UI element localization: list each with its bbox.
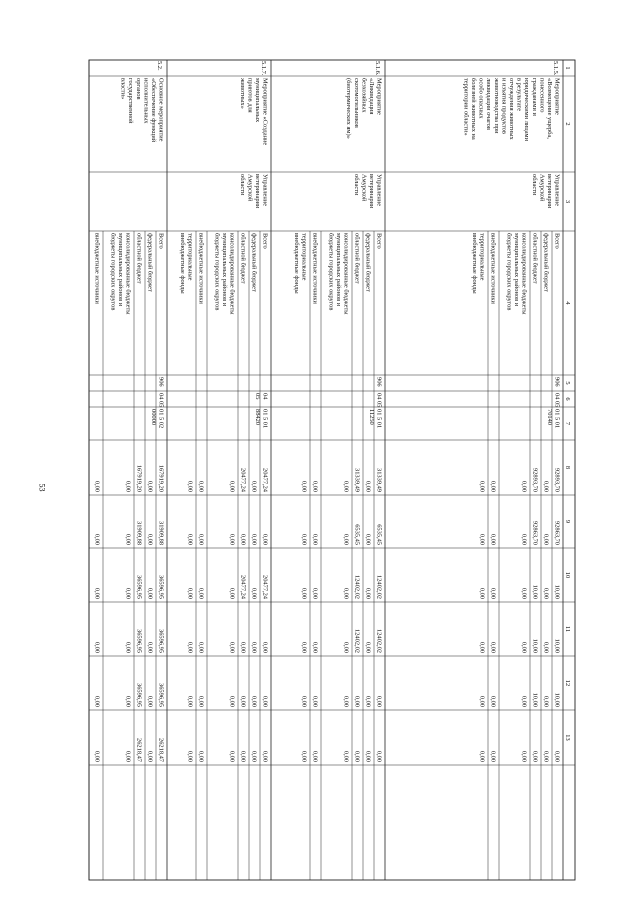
activity-name: гражданами и: [530, 78, 538, 116]
value-cell: 0,00: [489, 695, 497, 707]
funding-source: территориальные: [300, 233, 308, 281]
value-cell: 12402,02: [353, 629, 361, 653]
value-cell: 0,00: [520, 641, 528, 653]
code-csr: 01 5 01: [261, 409, 269, 429]
value-cell: 20477,24: [239, 468, 247, 492]
funding-source: консолидированные бюджеты: [342, 233, 350, 315]
value-cell: 12402,02: [353, 575, 361, 599]
value-cell: 0,00: [542, 587, 550, 599]
value-cell: 0,00: [311, 695, 319, 707]
value-cell: 0,00: [146, 641, 154, 653]
funding-source: внебюджетные фонды: [293, 233, 300, 294]
code-grbs: 906: [375, 377, 383, 387]
activity-name: власти»: [119, 78, 127, 100]
activity-name: «Ликвидация: [368, 78, 375, 115]
value-cell: 0,00: [311, 480, 319, 492]
header-cell-8: 8: [564, 465, 571, 470]
value-cell: 26218,47: [135, 738, 143, 762]
value-cell: 0,00: [375, 750, 383, 762]
code-grbs: 906: [553, 377, 561, 387]
value-cell: 0,00: [228, 695, 236, 707]
value-cell: 0,00: [93, 533, 101, 545]
value-cell: 10,00: [553, 692, 561, 707]
activity-name: ликвидации очагов: [485, 78, 493, 130]
value-cell: 0,00: [520, 587, 528, 599]
activity-name: безхозяйных: [360, 78, 368, 113]
activity-name: Мероприятие: [375, 78, 383, 115]
value-cell: 0,00: [186, 750, 194, 762]
executor-name: области: [530, 174, 538, 196]
value-cell: 0,00: [261, 641, 269, 653]
executor-name: ветеринарии: [254, 174, 261, 209]
header-cell-5: 5: [564, 381, 571, 385]
value-cell: 0,00: [489, 587, 497, 599]
funding-source: консолидированные бюджеты: [124, 233, 132, 315]
executor-name: ветеринарии: [546, 174, 553, 209]
value-cell: 0,00: [146, 750, 154, 762]
value-cell: 0,00: [124, 750, 132, 762]
value-cell: 0,00: [364, 587, 372, 599]
value-cell: 0,00: [197, 533, 205, 545]
value-cell: 0,00: [342, 480, 350, 492]
value-cell: 0,00: [228, 641, 236, 653]
value-cell: 0,00: [520, 750, 528, 762]
code-rzpr: 04 05: [553, 393, 561, 408]
value-cell: 0,00: [478, 641, 486, 653]
funding-source: муниципальных районов и: [335, 233, 342, 307]
value-cell: 0,00: [186, 533, 194, 545]
value-cell: 0,00: [342, 533, 350, 545]
value-cell: 0,00: [239, 750, 247, 762]
activity-name: понесенного: [538, 78, 546, 113]
value-cell: 0,00: [489, 641, 497, 653]
funding-source: внебюджетные фонды: [471, 233, 478, 294]
value-cell: 0,00: [478, 750, 486, 762]
value-cell: 0,00: [228, 750, 236, 762]
executor-name: Амурской: [538, 174, 546, 202]
value-cell: 36596,95: [157, 683, 165, 707]
value-cell: 92863,70: [531, 521, 539, 545]
value-cell: 0,00: [300, 587, 308, 599]
value-cell: 0,00: [197, 480, 205, 492]
code-csr: 11250: [368, 409, 375, 425]
code-csr: 70140: [546, 409, 553, 425]
value-cell: 92893,70: [531, 468, 539, 492]
activity-name: скотомогильников: [352, 78, 360, 128]
value-cell: 20477,24: [261, 575, 269, 599]
value-cell: 0,00: [228, 533, 236, 545]
header-cell-13: 13: [564, 734, 571, 741]
activity-name: и изъятия продуктов: [500, 78, 508, 134]
value-cell: 0,00: [342, 587, 350, 599]
row-number: 5.1.6.: [374, 61, 381, 76]
value-cell: 0,00: [146, 695, 154, 707]
value-cell: 0,00: [364, 480, 372, 492]
code-rzpr: 05: [254, 393, 261, 400]
value-cell: 0,00: [342, 750, 350, 762]
value-cell: 36596,95: [135, 629, 143, 653]
funding-source: федеральный бюджет: [250, 233, 258, 292]
value-cell: 12402,02: [375, 575, 383, 599]
value-cell: 0,00: [250, 587, 258, 599]
value-cell: 0,00: [146, 533, 154, 545]
value-cell: 10,00: [531, 584, 539, 599]
page-number: 53: [37, 483, 47, 492]
activity-name: Мероприятие: [553, 78, 561, 115]
funding-source: Всего: [375, 233, 383, 249]
activity-name: отчуждения животных: [508, 78, 515, 140]
value-cell: 167919,20: [135, 464, 143, 492]
activity-name: (биотермических ям)»: [345, 78, 353, 139]
row-number: 5.2.: [156, 61, 163, 71]
activity-name: государственной: [127, 78, 135, 124]
funding-source: Всего: [553, 233, 561, 249]
activity-name: в результате: [515, 78, 523, 112]
value-cell: 0,00: [375, 695, 383, 707]
executor-name: области: [238, 174, 246, 196]
value-cell: 0,00: [239, 533, 247, 545]
funding-source: внебюджетные фонды: [179, 233, 186, 294]
code-csr: 01 5 01: [553, 409, 561, 429]
value-cell: 10,00: [531, 638, 539, 653]
value-cell: 0,00: [364, 695, 372, 707]
activity-name: территории области»: [462, 78, 470, 136]
value-cell: 0,00: [300, 695, 308, 707]
activity-name: животноводства при: [492, 78, 500, 134]
row-number: 5.1.5.: [552, 61, 559, 76]
value-cell: 0,00: [197, 695, 205, 707]
funding-source: муниципальных районов и: [221, 233, 228, 307]
value-cell: 0,00: [250, 695, 258, 707]
funding-source: консолидированные бюджеты: [228, 233, 236, 315]
value-cell: 0,00: [342, 641, 350, 653]
value-cell: 0,00: [186, 695, 194, 707]
value-cell: 0,00: [364, 641, 372, 653]
value-cell: 0,00: [261, 750, 269, 762]
value-cell: 12402,02: [375, 629, 383, 653]
value-cell: 6535,45: [375, 524, 383, 545]
value-cell: 31339,49: [375, 468, 383, 492]
funding-source: внебюджетные источники: [489, 233, 497, 304]
value-cell: 0,00: [300, 641, 308, 653]
funding-source: муниципальных районов и: [513, 233, 520, 307]
code-csr: 00000: [150, 409, 157, 425]
funding-source: бюджеты городских округов: [327, 233, 335, 311]
value-cell: 0,00: [300, 480, 308, 492]
code-csr: 88420: [254, 409, 261, 425]
value-cell: 0,00: [261, 533, 269, 545]
header-cell-4: 4: [564, 301, 571, 305]
value-cell: 0,00: [300, 750, 308, 762]
header-cell-3: 3: [564, 199, 571, 204]
executor-name: Управление: [375, 174, 383, 207]
value-cell: 0,00: [250, 480, 258, 492]
value-cell: 0,00: [124, 533, 132, 545]
executor-name: Амурской: [246, 174, 254, 202]
activity-name: юридическими лицами: [523, 78, 531, 142]
value-cell: 6535,45: [353, 524, 361, 545]
value-cell: 92863,70: [553, 521, 561, 545]
value-cell: 0,00: [353, 750, 361, 762]
funding-source: бюджеты городских округов: [213, 233, 221, 311]
funding-source: внебюджетные источники: [197, 233, 205, 304]
activity-name: животных»: [238, 78, 246, 109]
funding-source: областной бюджет: [531, 233, 539, 284]
funding-source: федеральный бюджет: [542, 233, 550, 292]
funding-source: Всего: [157, 233, 165, 249]
value-cell: 0,00: [250, 533, 258, 545]
value-cell: 0,00: [124, 480, 132, 492]
header-cell-6: 6: [564, 397, 571, 401]
value-cell: 20477,24: [261, 468, 269, 492]
value-cell: 0,00: [478, 695, 486, 707]
value-cell: 0,00: [239, 695, 247, 707]
executor-name: ветеринарии: [368, 174, 375, 209]
value-cell: 0,00: [542, 750, 550, 762]
value-cell: 0,00: [93, 750, 101, 762]
funding-source: областной бюджет: [239, 233, 247, 284]
activity-name: исполнительных: [142, 78, 150, 124]
value-cell: 0,00: [186, 641, 194, 653]
code-rzpr: 04 05: [157, 393, 165, 408]
value-cell: 10,00: [531, 692, 539, 707]
funding-source: территориальные: [186, 233, 194, 281]
activity-name: «Возмещение ущерба,: [546, 78, 553, 139]
value-cell: 0,00: [146, 480, 154, 492]
value-cell: 0,00: [250, 641, 258, 653]
value-cell: 0,00: [489, 750, 497, 762]
value-cell: 0,00: [228, 587, 236, 599]
code-csr: 01 5 02: [157, 409, 165, 429]
executor-name: Управление: [261, 174, 269, 207]
funding-source: территориальные: [478, 233, 486, 281]
value-cell: 0,00: [239, 641, 247, 653]
value-cell: 10,00: [553, 584, 561, 599]
value-cell: 0,00: [489, 533, 497, 545]
value-cell: 0,00: [124, 641, 132, 653]
value-cell: 0,00: [520, 695, 528, 707]
activity-name: приютов для: [246, 78, 254, 113]
value-cell: 31909,88: [157, 521, 165, 545]
value-cell: 36596,95: [135, 683, 143, 707]
activity-name: болезней животных на: [470, 78, 477, 140]
value-cell: 0,00: [124, 587, 132, 599]
value-cell: 0,00: [542, 480, 550, 492]
value-cell: 0,00: [300, 533, 308, 545]
value-cell: 0,00: [478, 533, 486, 545]
value-cell: 36596,95: [157, 629, 165, 653]
value-cell: 0,00: [311, 750, 319, 762]
code-csr: 01 5 01: [375, 409, 383, 429]
value-cell: 0,00: [520, 480, 528, 492]
value-cell: 0,00: [261, 695, 269, 707]
value-cell: 20477,24: [239, 575, 247, 599]
value-cell: 0,00: [531, 750, 539, 762]
activity-name: Основное мероприятие: [157, 78, 165, 142]
funding-source: бюджеты городских округов: [505, 233, 513, 311]
value-cell: 10,00: [553, 638, 561, 653]
activity-name: особо опасных: [477, 78, 485, 119]
header-cell-2: 2: [564, 122, 571, 126]
funding-source: областной бюджет: [135, 233, 143, 284]
funding-source: федеральный бюджет: [146, 233, 154, 292]
value-cell: 92893,70: [553, 468, 561, 492]
value-cell: 0,00: [93, 641, 101, 653]
value-cell: 0,00: [197, 750, 205, 762]
funding-source: муниципальных районов и: [117, 233, 124, 307]
funding-source: внебюджетные источники: [311, 233, 319, 304]
value-cell: 0,00: [542, 533, 550, 545]
value-cell: 0,00: [478, 587, 486, 599]
value-cell: 0,00: [553, 750, 561, 762]
value-cell: 0,00: [311, 587, 319, 599]
activity-name: муниципальных: [254, 78, 261, 123]
code-rzpr: 04: [261, 393, 269, 400]
header-cell-12: 12: [564, 679, 571, 687]
value-cell: 31909,88: [135, 521, 143, 545]
value-cell: 36596,95: [135, 575, 143, 599]
funding-source: консолидированные бюджеты: [520, 233, 528, 315]
funding-source: бюджеты городских округов: [109, 233, 117, 311]
executor-name: Управление: [553, 174, 561, 207]
funding-source: федеральный бюджет: [364, 233, 372, 292]
value-cell: 0,00: [186, 587, 194, 599]
value-cell: 167919,20: [157, 464, 165, 492]
value-cell: 0,00: [93, 480, 101, 492]
value-cell: 0,00: [311, 641, 319, 653]
executor-name: области: [352, 174, 360, 196]
code-grbs: 906: [157, 377, 165, 387]
activity-name: «Обеспечение функций: [150, 78, 157, 143]
value-cell: 0,00: [93, 695, 101, 707]
value-cell: 0,00: [186, 480, 194, 492]
header-cell-7: 7: [564, 421, 571, 426]
value-cell: 0,00: [542, 695, 550, 707]
value-cell: 31339,49: [353, 468, 361, 492]
value-cell: 0,00: [311, 533, 319, 545]
activity-name: Мероприятие «Создание: [261, 78, 269, 146]
code-rzpr: 04 05: [375, 393, 383, 408]
funding-source: областной бюджет: [353, 233, 361, 284]
value-cell: 0,00: [93, 587, 101, 599]
value-cell: 0,00: [542, 641, 550, 653]
value-cell: 0,00: [353, 695, 361, 707]
value-cell: 0,00: [228, 480, 236, 492]
value-cell: 0,00: [124, 695, 132, 707]
value-cell: 0,00: [342, 695, 350, 707]
header-cell-11: 11: [564, 625, 571, 633]
executor-name: Амурской: [360, 174, 368, 202]
value-cell: 0,00: [197, 587, 205, 599]
value-cell: 0,00: [489, 480, 497, 492]
value-cell: 0,00: [364, 750, 372, 762]
funding-source: внебюджетные источники: [93, 233, 101, 304]
activity-name: органов: [134, 78, 142, 100]
row-number: 5.1.7.: [260, 61, 267, 76]
header-cell-9: 9: [564, 519, 571, 524]
value-cell: 0,00: [364, 533, 372, 545]
header-cell-1: 1: [564, 66, 571, 70]
value-cell: 0,00: [146, 587, 154, 599]
value-cell: 0,00: [197, 641, 205, 653]
value-cell: 26218,47: [157, 738, 165, 762]
value-cell: 0,00: [478, 480, 486, 492]
value-cell: 36596,95: [157, 575, 165, 599]
value-cell: 0,00: [520, 533, 528, 545]
funding-source: Всего: [261, 233, 269, 249]
header-cell-10: 10: [564, 571, 571, 579]
value-cell: 0,00: [250, 750, 258, 762]
